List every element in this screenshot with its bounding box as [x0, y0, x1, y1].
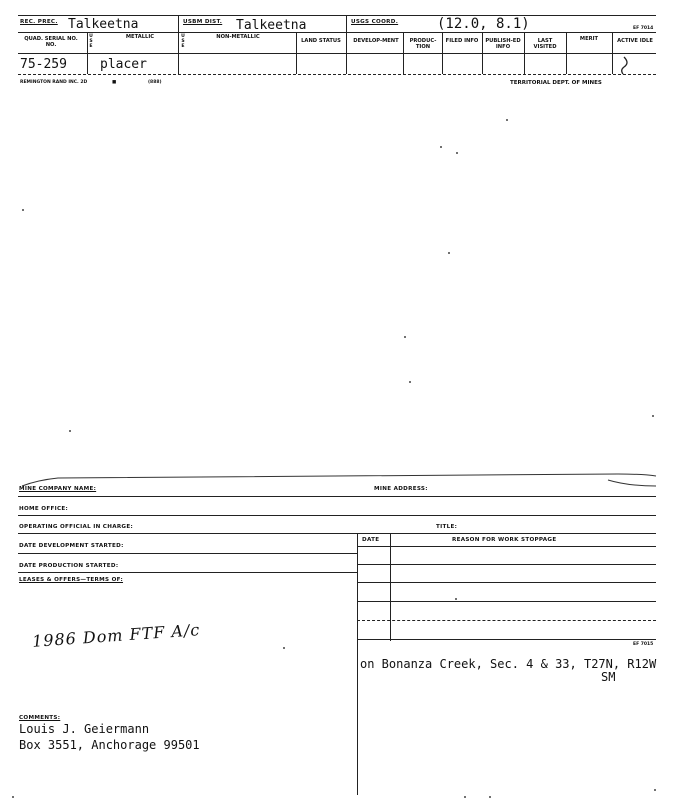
table-divider-v	[390, 533, 391, 641]
speck	[12, 796, 14, 798]
form-line	[18, 572, 357, 573]
speck	[464, 796, 466, 798]
owner-address: Box 3551, Anchorage 99501	[19, 738, 200, 752]
speck	[506, 119, 508, 121]
mine-address-label: MINE ADDRESS:	[374, 486, 428, 492]
location-line-2: SM	[601, 670, 616, 684]
speck	[654, 789, 656, 791]
date-column-header: DATE	[362, 537, 380, 543]
speck	[652, 415, 654, 417]
speck	[440, 146, 442, 148]
rec-prec-label: REC. PREC.	[20, 19, 58, 25]
rec-prec-value: Talkeetna	[68, 17, 139, 32]
divider-v	[403, 32, 404, 74]
usbm-dist-label: USBM DIST.	[183, 19, 223, 25]
speck	[404, 336, 406, 338]
production-header: PRODUC-TION	[409, 38, 437, 50]
speck	[22, 209, 24, 211]
printer-label: REMINGTON RAND INC. 2D	[20, 80, 88, 85]
usgs-coord-label: USGS COORD.	[351, 19, 399, 25]
quad-serial-header: QUAD. SERIAL NO. NO.	[24, 36, 78, 48]
home-office-label: HOME OFFICE:	[19, 506, 69, 512]
divider-v	[566, 32, 567, 74]
form-code: EF 7014	[633, 26, 654, 31]
form-line	[18, 553, 357, 554]
metallic-value: placer	[100, 57, 147, 72]
comments-label: COMMENTS:	[19, 715, 61, 721]
divider-v	[442, 32, 443, 74]
usbm-dist-value: Talkeetna	[236, 18, 307, 33]
speck	[283, 647, 285, 649]
handwritten-note: 1986 Dom FTF A/c	[31, 620, 201, 651]
land-status-header: LAND STATUS	[301, 38, 341, 44]
location-line-1: on Bonanza Creek, Sec. 4 & 33, T27N, R12W	[360, 657, 657, 671]
non-metallic-header: NON-METALLIC	[216, 34, 260, 40]
use-header-1: U S E	[89, 34, 93, 49]
active-mark-icon	[614, 55, 634, 77]
table-row-line	[357, 546, 656, 547]
lower-form-code: EF 7015	[633, 642, 654, 647]
usgs-coord-value: (12.0, 8.1)	[437, 16, 530, 32]
speck	[489, 796, 491, 798]
use-header-2: U S E	[181, 34, 185, 49]
reason-column-header: REASON FOR WORK STOPPAGE	[452, 537, 557, 543]
mine-company-name-label: MINE COMPANY NAME:	[19, 486, 97, 492]
column-divider	[18, 53, 656, 54]
leases-offers-label: LEASES & OFFERS—TERMS OF:	[19, 577, 124, 583]
card-top-edge	[18, 470, 658, 490]
form-line	[18, 533, 656, 534]
table-row-line	[357, 564, 656, 565]
printer-mark: ■	[112, 80, 117, 85]
speck	[448, 252, 450, 254]
divider-v	[296, 32, 297, 74]
merit-header: MERIT	[579, 36, 599, 42]
divider-v	[346, 15, 347, 74]
table-row-line	[357, 639, 656, 640]
speck	[69, 430, 71, 432]
department-label: TERRITORIAL DEPT. OF MINES	[510, 80, 602, 86]
form-line	[18, 496, 656, 497]
divider-v	[524, 32, 525, 74]
operating-official-label: OPERATING OFFICIAL IN CHARGE:	[19, 524, 133, 530]
last-visited-header: LAST VISITED	[533, 38, 557, 50]
development-header: DEVELOP-MENT	[353, 38, 399, 44]
table-row-line	[357, 601, 656, 602]
form-line	[18, 515, 656, 516]
metallic-header: METALLIC	[125, 34, 155, 40]
divider-v	[482, 32, 483, 74]
filed-info-header: FILED INFO	[445, 38, 479, 44]
serial-number: 75-259	[20, 57, 67, 72]
table-row-line	[357, 582, 656, 583]
owner-name: Louis J. Geiermann	[19, 722, 150, 736]
speck	[409, 381, 411, 383]
active-idle-header: ACTIVE IDLE	[617, 38, 653, 44]
date-development-label: DATE DEVELOPMENT STARTED:	[19, 543, 124, 549]
table-row-line	[357, 620, 656, 621]
speck	[456, 152, 458, 154]
title-label: TITLE:	[436, 524, 458, 530]
divider-v	[178, 15, 179, 74]
record-bottom-line	[18, 74, 656, 75]
table-divider-v	[357, 533, 358, 795]
date-production-label: DATE PRODUCTION STARTED:	[19, 563, 119, 569]
published-info-header: PUBLISH-ED INFO	[485, 38, 521, 50]
printer-code: (888)	[148, 80, 162, 85]
top-border	[18, 15, 656, 16]
speck	[455, 598, 457, 600]
header-divider	[18, 32, 656, 33]
divider-v	[612, 32, 613, 74]
